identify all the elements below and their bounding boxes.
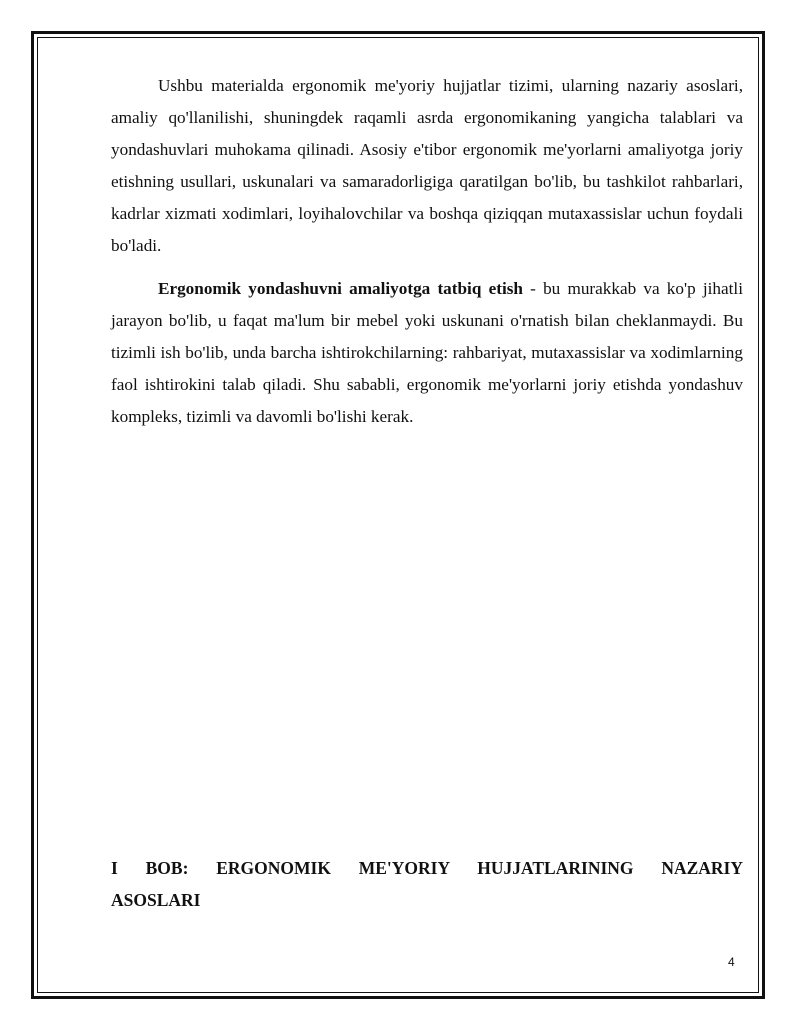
approach-paragraph xyxy=(111,273,743,433)
approach-paragraph-bold-lead: Ergonomik yondashuvni amaliyotga tatbiq etish xyxy=(158,279,523,298)
chapter-heading-line2: ASOSLARI xyxy=(111,890,201,910)
intro-paragraph-text: Ushbu materialda ergonomik me'yoriy hujjatlar tizimi, ularning nazariy asoslari, amaliy qo'llanilishi, shuningdek raqamli asrda ergonomikaning yangicha talablari va yondashuvlari muhokama qilinadi. Asosiy e'tibor ergonomik me'yorlarni amaliyotga joriy etishning usullari, uskunalari va samaradorligiga qaratilgan bo'lib, bu tashkilot rahbarlari, kadrlar xizmati xodimlari, loyihalovchilar va boshqa qiziqqan mutaxassislar uchun foydali bo'ladi. xyxy=(111,76,743,255)
chapter-heading-line1: I BOB: ERGONOMIK ME'YORIY HUJJATLARINING NAZARIY xyxy=(111,858,743,878)
page-number: 4 xyxy=(728,955,735,969)
chapter-heading xyxy=(111,852,743,916)
intro-paragraph xyxy=(111,70,743,262)
document-body xyxy=(111,70,743,433)
approach-paragraph-text: - bu murakkab va ko'p jihatli jarayon bo'lib, u faqat ma'lum bir mebel yoki uskunani o'rnatish bilan cheklanmaydi. Bu tizimli ish bo'lib, unda barcha ishtirokchilarning: rahbariyat, mutaxassislar va xodimlarning faol ishtirokini talab qiladi. Shu sababli, ergonomik me'yorlarni joriy etishda yondashuv kompleks, tizimli va davomli bo'lishi kerak. xyxy=(111,279,743,426)
